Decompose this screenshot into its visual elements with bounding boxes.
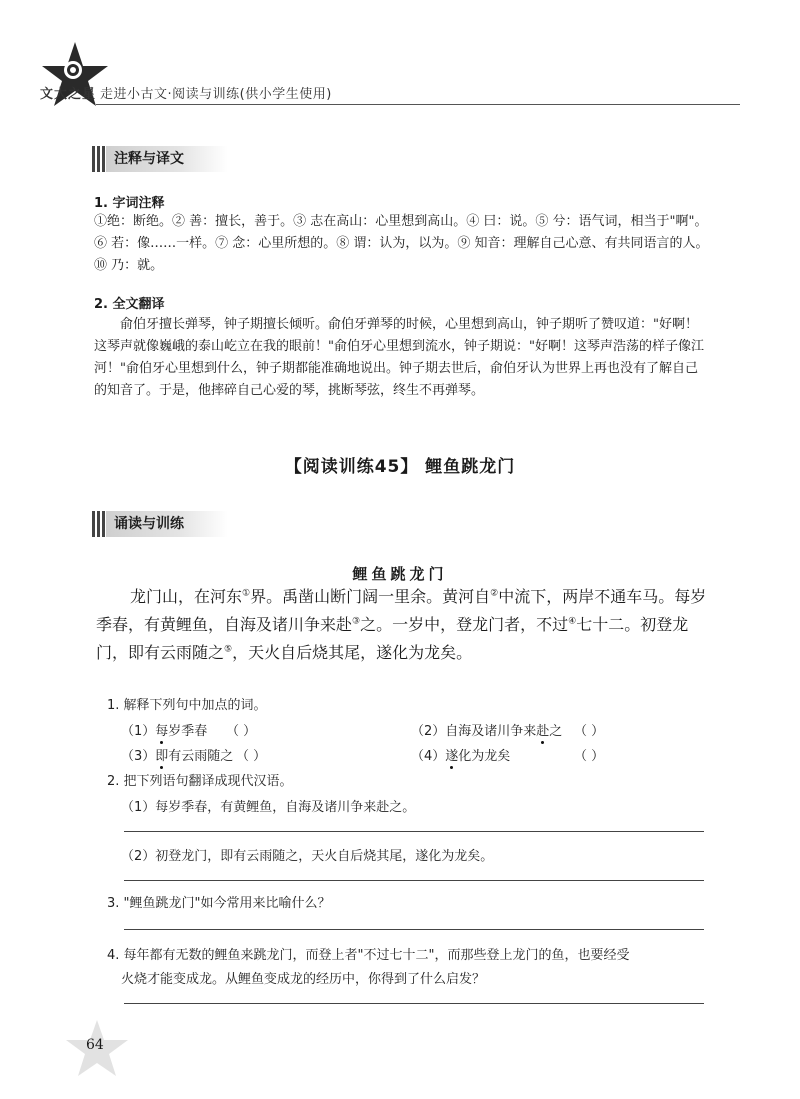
question-4-line-1: 4. 每年都有无数的鲤鱼来跳龙门，而登上者"不过七十二"，而那些登上龙门的鱼，也要经受	[107, 948, 630, 963]
passage-title: 鲤鱼跳龙门	[352, 565, 448, 583]
note-marker: ③	[352, 616, 361, 627]
question-1-item-1: （1）每岁季春	[121, 720, 207, 739]
section-heading-label: 诵读与训练	[106, 511, 228, 537]
heading-bars-icon	[92, 511, 106, 537]
dotted-word: 赴	[536, 720, 549, 739]
subheading-translation: 2. 全文翻译	[94, 297, 165, 312]
answer-blank[interactable]: （ ）	[574, 724, 605, 739]
dotted-word: 每	[155, 720, 168, 739]
question-2-stem: 2. 把下列语句翻译成现代汉语。	[107, 774, 293, 789]
note-marker: ②	[490, 588, 499, 599]
section-heading-notes	[92, 145, 228, 173]
section-heading-label: 注释与译文	[106, 146, 228, 172]
dotted-word: 即	[155, 745, 168, 764]
answer-line[interactable]	[124, 929, 704, 930]
note-marker: ④	[568, 616, 577, 627]
book-title: 走进小古文·阅读与训练(供小学生使用)	[100, 87, 332, 102]
brand-name: 文大之星	[40, 87, 97, 102]
note-marker: ⑤	[224, 644, 233, 655]
question-3: 3. "鲤鱼跳龙门"如今常用来比喻什么？	[107, 896, 331, 911]
heading-bars-icon	[92, 146, 106, 172]
page-number: 64	[86, 1037, 104, 1053]
dotted-word: 遂	[445, 745, 458, 764]
classical-passage: 龙门山，在河东①界。禹凿山断门阔一里余。黄河自②中流下，两岸不通车马。每岁季春，有黄鲤鱼，自海及诸川争来赴③之。一岁中，登龙门者，不过④七十二。初登龙门，即有云雨随之⑤，天火自后烧其尾，遂化为龙矣。	[96, 587, 707, 662]
answer-line[interactable]	[124, 880, 704, 881]
question-1-item-3: （3）即有云雨随之	[121, 745, 233, 764]
header-divider	[96, 104, 740, 105]
question-1-stem: 1. 解释下列句中加点的词。	[107, 698, 267, 713]
question-1-item-2: （2）自海及诸川争来赴之	[411, 720, 562, 739]
translation-text: 俞伯牙擅长弹琴，钟子期擅长倾听。俞伯牙弹琴的时候，心里想到高山，钟子期听了赞叹道："好啊！这琴声就像巍峨的泰山屹立在我的眼前！"俞伯牙心里想到流水，钟子期说："好啊！这琴声浩荡的样子像江河！"俞伯牙心里想到什么，钟子期都能准确地说出。钟子期去世后，俞伯牙认为世界上再也没有了解自己的知音了。于是，他摔碎自己心爱的琴，挑断琴弦，终生不再弹琴。	[94, 317, 704, 398]
section-heading-reading	[92, 510, 228, 538]
question-2-item-1: （1）每岁季春，有黄鲤鱼，自海及诸川争来赴之。	[121, 800, 416, 815]
answer-line[interactable]	[124, 831, 704, 832]
answer-blank[interactable]: （ ）	[226, 724, 257, 739]
question-1-item-4: （4）遂化为龙矣	[411, 745, 510, 764]
subheading-glossary: 1. 字词注释	[94, 196, 165, 211]
glossary-text: ①绝：断绝。② 善：擅长，善于。③ 志在高山：心里想到高山。④ 曰：说。⑤ 兮：语气词，相当于"啊"。⑥ 若：像……一样。⑦ 念：心里所想的。⑧ 谓：认为，以为。⑨ 知音：理解自己心意、有共同语言的人。⑩ 乃：就。	[94, 214, 709, 273]
note-marker: ①	[242, 588, 251, 599]
answer-line[interactable]	[124, 1003, 704, 1004]
question-4-line-2: 火烧才能变成龙。从鲤鱼变成龙的经历中，你得到了什么启发？	[121, 972, 486, 987]
answer-blank[interactable]: （ ）	[236, 749, 267, 764]
question-2-item-2: （2）初登龙门，即有云雨随之，天火自后烧其尾，遂化为龙矣。	[121, 849, 494, 864]
answer-blank[interactable]: （ ）	[574, 749, 605, 764]
lesson-title: 【阅读训练45】 鲤鱼跳龙门	[284, 457, 516, 477]
